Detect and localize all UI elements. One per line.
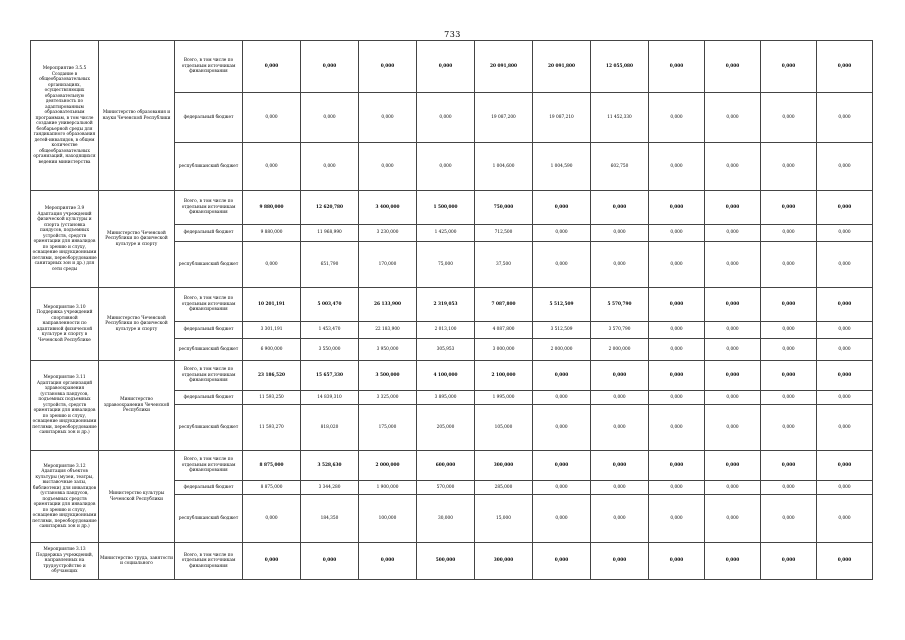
value-cell: 651,790	[301, 242, 359, 288]
value-cell: 0,000	[649, 495, 705, 543]
value-cell: 105,000	[475, 405, 533, 451]
budget-table	[30, 40, 873, 580]
value-cell: 0,000	[705, 339, 761, 361]
value-cell: 818,020	[301, 405, 359, 451]
value-cell: 3 895,000	[417, 391, 475, 405]
value-cell: 3 000,000	[475, 339, 533, 361]
value-cell: 15,000	[475, 495, 533, 543]
value-cell: 0,000	[817, 451, 873, 481]
value-cell: 602,750	[591, 143, 649, 191]
value-cell: 1 004,590	[533, 143, 591, 191]
value-cell: 0,000	[533, 451, 591, 481]
value-cell: 570,000	[417, 481, 475, 495]
value-cell: 0,000	[649, 143, 705, 191]
value-cell: 1 004,600	[475, 143, 533, 191]
value-cell: 0,000	[817, 495, 873, 543]
value-cell: 0,000	[649, 191, 705, 225]
value-cell: 0,000	[533, 391, 591, 405]
source-cell: Всего, в том числе по отдельным источникам финансирования	[175, 361, 243, 391]
value-cell: 300,000	[475, 543, 533, 580]
table-row	[31, 191, 873, 225]
value-cell: 2 013,100	[417, 322, 475, 339]
value-cell: 0,000	[591, 191, 649, 225]
source-cell: федеральный бюджет	[175, 391, 243, 405]
value-cell: 0,000	[817, 242, 873, 288]
value-cell: 0,000	[533, 361, 591, 391]
value-cell: 0,000	[359, 93, 417, 143]
value-cell: 205,000	[417, 405, 475, 451]
executor-cell: Министерство Чеченской Республики по физической культуре и спорту	[99, 191, 175, 288]
value-cell: 20 091,800	[533, 41, 591, 93]
value-cell: 19 087,200	[475, 93, 533, 143]
value-cell: 0,000	[243, 93, 301, 143]
value-cell: 0,000	[761, 143, 817, 191]
source-cell: республиканский бюджет	[175, 143, 243, 191]
value-cell: 0,000	[705, 543, 761, 580]
value-cell: 0,000	[705, 361, 761, 391]
value-cell: 22 183,900	[359, 322, 417, 339]
value-cell: 0,000	[649, 41, 705, 93]
value-cell: 0,000	[761, 242, 817, 288]
source-cell: Всего, в том числе по отдельным источникам финансирования	[175, 543, 243, 580]
value-cell: 1 995,000	[475, 391, 533, 405]
value-cell: 175,000	[359, 405, 417, 451]
value-cell: 0,000	[705, 481, 761, 495]
value-cell: 0,000	[817, 191, 873, 225]
value-cell: 0,000	[649, 339, 705, 361]
source-cell: федеральный бюджет	[175, 93, 243, 143]
value-cell: 2 000,000	[533, 339, 591, 361]
value-cell: 0,000	[761, 288, 817, 322]
value-cell: 0,000	[359, 41, 417, 93]
value-cell: 3 570,790	[591, 322, 649, 339]
source-cell: Всего, в том числе по отдельным источникам финансирования	[175, 451, 243, 481]
measure-cell: Мероприятие 3.9 Адаптация учреждений физической культуры и спорта (установка пандусов, подъемных устройств, средств ориентации для инвалидов по зрению и слуху, оснащение индукционными петлями, переоборудование санитарных зон и др.) для сети среды	[31, 191, 99, 288]
value-cell: 0,000	[761, 361, 817, 391]
value-cell: 0,000	[591, 481, 649, 495]
value-cell: 0,000	[533, 405, 591, 451]
value-cell: 0,000	[817, 361, 873, 391]
value-cell: 0,000	[649, 322, 705, 339]
value-cell: 0,000	[761, 41, 817, 93]
value-cell: 0,000	[649, 361, 705, 391]
value-cell: 170,000	[359, 242, 417, 288]
value-cell: 0,000	[243, 41, 301, 93]
value-cell: 0,000	[761, 339, 817, 361]
executor-cell: Министерство труда, занятости и социального	[99, 543, 175, 580]
value-cell: 0,000	[591, 405, 649, 451]
value-cell: 0,000	[817, 322, 873, 339]
value-cell: 3 528,630	[301, 451, 359, 481]
source-cell: федеральный бюджет	[175, 481, 243, 495]
source-cell: Всего, в том числе по отдельным источникам финансирования	[175, 191, 243, 225]
source-cell: федеральный бюджет	[175, 322, 243, 339]
value-cell: 12 055,080	[591, 41, 649, 93]
value-cell: 0,000	[761, 481, 817, 495]
value-cell: 4 100,000	[417, 361, 475, 391]
value-cell: 3 325,000	[359, 391, 417, 405]
value-cell: 0,000	[761, 191, 817, 225]
value-cell: 5 512,509	[533, 288, 591, 322]
value-cell: 285,000	[475, 481, 533, 495]
value-cell: 7 087,800	[475, 288, 533, 322]
value-cell: 0,000	[817, 143, 873, 191]
value-cell: 3 344,280	[301, 481, 359, 495]
value-cell: 0,000	[591, 225, 649, 242]
value-cell: 600,000	[417, 451, 475, 481]
value-cell: 0,000	[301, 41, 359, 93]
executor-cell: Министерство Чеченской Республики по физической культуре и спорту	[99, 288, 175, 361]
value-cell: 0,000	[649, 391, 705, 405]
source-cell: Всего, в том числе по отдельным источникам финансирования	[175, 41, 243, 93]
value-cell: 3 230,000	[359, 225, 417, 242]
value-cell: 0,000	[817, 405, 873, 451]
value-cell: 0,000	[359, 143, 417, 191]
value-cell: 0,000	[817, 543, 873, 580]
value-cell: 0,000	[705, 391, 761, 405]
value-cell: 0,000	[417, 143, 475, 191]
value-cell: 0,000	[705, 242, 761, 288]
value-cell: 0,000	[817, 481, 873, 495]
value-cell: 11 593,270	[243, 405, 301, 451]
table-row	[31, 451, 873, 481]
value-cell: 9 880,000	[243, 225, 301, 242]
value-cell: 0,000	[761, 391, 817, 405]
value-cell: 14 839,310	[301, 391, 359, 405]
value-cell: 0,000	[301, 143, 359, 191]
value-cell: 100,000	[359, 495, 417, 543]
value-cell: 0,000	[817, 93, 873, 143]
value-cell: 1 453,470	[301, 322, 359, 339]
table-row	[31, 543, 873, 580]
value-cell: 750,000	[475, 191, 533, 225]
value-cell: 0,000	[533, 191, 591, 225]
value-cell: 0,000	[591, 242, 649, 288]
value-cell: 3 512,509	[533, 322, 591, 339]
value-cell: 0,000	[817, 225, 873, 242]
value-cell: 0,000	[705, 93, 761, 143]
value-cell: 19 087,210	[533, 93, 591, 143]
measure-cell: Мероприятие 3.5.5 Создание в общеобразовательных организациях, осуществляющих образовательную деятельность по адаптированным образовательным программам, в том числе создание универсальной безбарьерной среды для гандикапного образования детей-инвалидов, в общем количестве общеобразовательных организаций, находящихся ведении министерства	[31, 41, 99, 191]
value-cell: 712,500	[475, 225, 533, 242]
value-cell: 0,000	[761, 93, 817, 143]
measure-cell: Мероприятие 3.12 Адаптация объектов культуры (музеи, театры, выставочные залы, библиотеки) для инвалидов (установка пандусов, подъемных средств ориентации для инвалидов по зрению и слуху, оснащение индукционными петлями, переоборудование санитарных зон и др.)	[31, 451, 99, 543]
value-cell: 0,000	[649, 225, 705, 242]
value-cell: 0,000	[591, 451, 649, 481]
value-cell: 0,000	[705, 225, 761, 242]
value-cell: 0,000	[591, 495, 649, 543]
measure-cell: Мероприятие 3.11 Адаптация организаций здравоохранения (установка пандусов, подъемных подъемных устройств, средств ориентации для инвалидов по зрению и слуху, оснащение индукционными петлями, переоборудование санитарных зон и др.)	[31, 361, 99, 451]
value-cell: 0,000	[705, 451, 761, 481]
value-cell: 0,000	[533, 495, 591, 543]
value-cell: 3 400,000	[359, 191, 417, 225]
value-cell: 2 000,000	[359, 451, 417, 481]
value-cell: 2 100,000	[475, 361, 533, 391]
table-row	[31, 41, 873, 93]
value-cell: 0,000	[417, 93, 475, 143]
value-cell: 0,000	[591, 361, 649, 391]
value-cell: 1 425,000	[417, 225, 475, 242]
measure-cell: Мероприятие 3.10 Поддержка учреждений спортивной направленности по адаптивной физической культуре и спорту в Чеченской Республике	[31, 288, 99, 361]
value-cell: 300,000	[475, 451, 533, 481]
table-row	[31, 288, 873, 322]
value-cell: 3 500,000	[359, 361, 417, 391]
value-cell: 0,000	[591, 391, 649, 405]
value-cell: 0,000	[817, 339, 873, 361]
value-cell: 30,000	[417, 495, 475, 543]
value-cell: 0,000	[705, 41, 761, 93]
value-cell: 0,000	[817, 288, 873, 322]
value-cell: 3 950,000	[359, 339, 417, 361]
value-cell: 0,000	[705, 191, 761, 225]
value-cell: 0,000	[649, 451, 705, 481]
value-cell: 8 875,000	[243, 451, 301, 481]
value-cell: 23 186,520	[243, 361, 301, 391]
value-cell: 11 968,990	[301, 225, 359, 242]
value-cell: 8 875,000	[243, 481, 301, 495]
value-cell: 5 003,470	[301, 288, 359, 322]
value-cell: 0,000	[649, 481, 705, 495]
value-cell: 0,000	[761, 405, 817, 451]
value-cell: 1 900,000	[359, 481, 417, 495]
value-cell: 0,000	[705, 322, 761, 339]
executor-cell: Министерство культуры Чеченской Республики	[99, 451, 175, 543]
value-cell: 0,000	[591, 543, 649, 580]
value-cell: 3 550,000	[301, 339, 359, 361]
value-cell: 6 900,000	[243, 339, 301, 361]
value-cell: 0,000	[417, 41, 475, 93]
table-row	[31, 361, 873, 391]
value-cell: 0,000	[761, 322, 817, 339]
value-cell: 10 201,191	[243, 288, 301, 322]
page-number: 733	[444, 30, 461, 39]
value-cell: 11 593,250	[243, 391, 301, 405]
source-cell: федеральный бюджет	[175, 225, 243, 242]
value-cell: 9 880,000	[243, 191, 301, 225]
value-cell: 0,000	[649, 288, 705, 322]
value-cell: 0,000	[243, 242, 301, 288]
source-cell: республиканский бюджет	[175, 339, 243, 361]
value-cell: 0,000	[243, 495, 301, 543]
value-cell: 26 133,900	[359, 288, 417, 322]
value-cell: 75,000	[417, 242, 475, 288]
value-cell: 4 087,800	[475, 322, 533, 339]
value-cell: 0,000	[817, 41, 873, 93]
value-cell: 20 091,800	[475, 41, 533, 93]
value-cell: 0,000	[243, 143, 301, 191]
value-cell: 0,000	[301, 93, 359, 143]
value-cell: 37,500	[475, 242, 533, 288]
value-cell: 0,000	[533, 481, 591, 495]
value-cell: 184,350	[301, 495, 359, 543]
value-cell: 0,000	[705, 288, 761, 322]
value-cell: 0,000	[761, 495, 817, 543]
value-cell: 0,000	[817, 391, 873, 405]
value-cell: 500,000	[417, 543, 475, 580]
executor-cell: Министерство образования и науки Чеченской Республики	[99, 41, 175, 191]
measure-cell: Мероприятие 3.13 Поддержка учреждений, направленных на трудоустройство и обучающих	[31, 543, 99, 580]
value-cell: 0,000	[533, 225, 591, 242]
value-cell: 0,000	[705, 143, 761, 191]
value-cell: 0,000	[649, 93, 705, 143]
value-cell: 0,000	[649, 405, 705, 451]
value-cell: 0,000	[243, 543, 301, 580]
value-cell: 0,000	[705, 495, 761, 543]
value-cell: 0,000	[533, 543, 591, 580]
value-cell: 0,000	[761, 451, 817, 481]
value-cell: 305,953	[417, 339, 475, 361]
value-cell: 11 452,330	[591, 93, 649, 143]
value-cell: 0,000	[649, 543, 705, 580]
value-cell: 0,000	[649, 242, 705, 288]
value-cell: 2 000,000	[591, 339, 649, 361]
value-cell: 5 570,790	[591, 288, 649, 322]
source-cell: республиканский бюджет	[175, 495, 243, 543]
value-cell: 0,000	[705, 405, 761, 451]
value-cell: 15 657,330	[301, 361, 359, 391]
value-cell: 0,000	[533, 242, 591, 288]
value-cell: 0,000	[761, 225, 817, 242]
source-cell: республиканский бюджет	[175, 242, 243, 288]
value-cell: 0,000	[301, 543, 359, 580]
source-cell: Всего, в том числе по отдельным источникам финансирования	[175, 288, 243, 322]
value-cell: 2 319,053	[417, 288, 475, 322]
value-cell: 0,000	[761, 543, 817, 580]
value-cell: 3 301,191	[243, 322, 301, 339]
value-cell: 0,000	[359, 543, 417, 580]
source-cell: республиканский бюджет	[175, 405, 243, 451]
value-cell: 1 500,000	[417, 191, 475, 225]
executor-cell: Министерство здравоохранения Чеченской Республики	[99, 361, 175, 451]
value-cell: 12 620,780	[301, 191, 359, 225]
